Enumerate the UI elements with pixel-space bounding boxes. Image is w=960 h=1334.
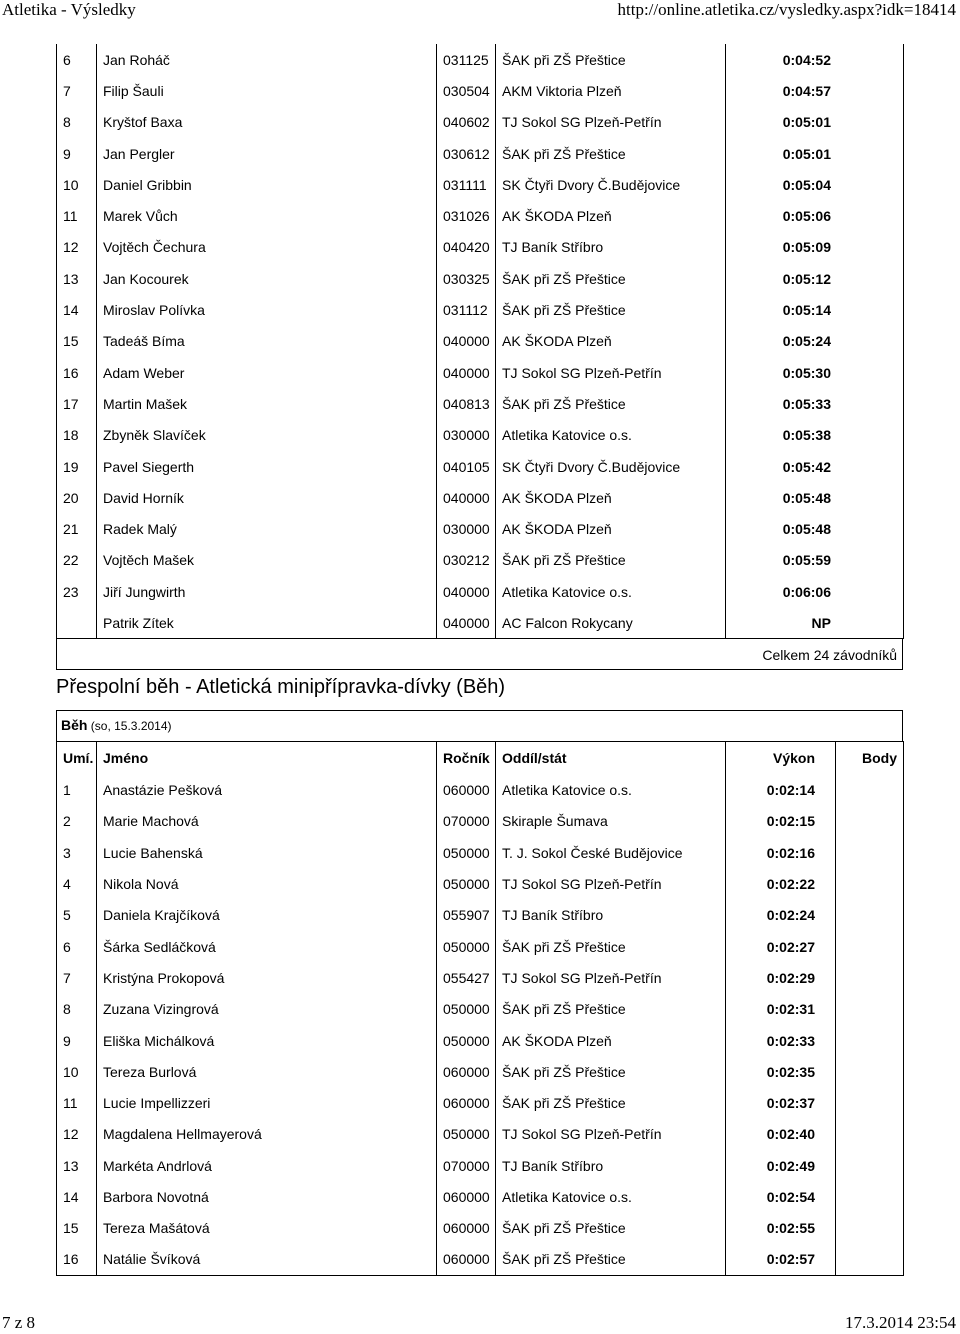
cell-time: 0:02:27: [726, 931, 836, 962]
cell-club: ŠAK při ZŠ Přeštice: [496, 931, 726, 962]
cell-year: 050000: [437, 1025, 496, 1056]
cell-time: 0:05:06: [726, 200, 904, 231]
table-row: [57, 263, 904, 294]
cell-name: Marek Vůch: [97, 200, 437, 231]
cell-name: Tereza Mašátová: [97, 1213, 437, 1244]
cell-club: ŠAK při ZŠ Přeštice: [496, 388, 726, 419]
cell-points: [836, 868, 904, 899]
cell-points: [836, 1181, 904, 1212]
cell-points: [836, 1056, 904, 1087]
table-row: [57, 1087, 904, 1118]
cell-name: Zbyněk Slavíček: [97, 420, 437, 451]
table-row: [57, 900, 904, 931]
cell-rank: 15: [57, 1213, 97, 1244]
cell-time: 0:02:54: [726, 1181, 836, 1212]
cell-time: 0:05:30: [726, 357, 904, 388]
cell-club: T. J. Sokol České Budějovice: [496, 837, 726, 868]
cell-rank: 8: [57, 994, 97, 1025]
cell-club: ŠAK při ZŠ Přeštice: [496, 994, 726, 1025]
cell-name: Adam Weber: [97, 357, 437, 388]
total-row: [56, 638, 903, 670]
page-number: 7 z 8: [2, 1313, 36, 1332]
cell-time: 0:02:33: [726, 1025, 836, 1056]
cell-club: ŠAK při ZŠ Přeštice: [496, 1244, 726, 1275]
cell-time: 0:02:15: [726, 806, 836, 837]
col-perf-header: Výkon: [726, 742, 836, 775]
cell-year: 031112: [437, 294, 496, 325]
cell-rank: 15: [57, 326, 97, 357]
cell-name: Daniela Krajčíková: [97, 900, 437, 931]
table-row: [57, 1150, 904, 1181]
cell-club: ŠAK při ZŠ Přeštice: [496, 138, 726, 169]
cell-year: 060000: [437, 1244, 496, 1275]
cell-rank: 9: [57, 138, 97, 169]
cell-name: Miroslav Polívka: [97, 294, 437, 325]
cell-points: [836, 806, 904, 837]
cell-year: 055907: [437, 900, 496, 931]
cell-year: 050000: [437, 1119, 496, 1150]
cell-year: 060000: [437, 1213, 496, 1244]
cell-name: Patrik Zítek: [97, 607, 437, 638]
cell-time: 0:02:55: [726, 1213, 836, 1244]
event-date: (so, 15.3.2014): [87, 719, 172, 733]
cell-name: Anastázie Pešková: [97, 775, 437, 806]
cell-rank: 6: [57, 931, 97, 962]
cell-time: 0:02:29: [726, 962, 836, 993]
cell-year: 050000: [437, 994, 496, 1025]
table-row: [57, 75, 904, 106]
cell-rank: 21: [57, 513, 97, 544]
cell-year: 050000: [437, 931, 496, 962]
cell-rank: 2: [57, 806, 97, 837]
cell-name: Jan Pergler: [97, 138, 437, 169]
cell-name: Martin Mašek: [97, 388, 437, 419]
cell-club: Atletika Katovice o.s.: [496, 420, 726, 451]
cell-year: 040000: [437, 576, 496, 607]
cell-year: 060000: [437, 1181, 496, 1212]
cell-name: Lucie Bahenská: [97, 837, 437, 868]
cell-time: 0:05:48: [726, 482, 904, 513]
cell-time: 0:05:12: [726, 263, 904, 294]
cell-name: Tadeáš Bíma: [97, 326, 437, 357]
cell-club: TJ Sokol SG Plzeň-Petřín: [496, 962, 726, 993]
cell-year: 030000: [437, 513, 496, 544]
cell-time: 0:04:57: [726, 75, 904, 106]
col-rank-header: Umí.: [57, 742, 97, 775]
table-row: [57, 837, 904, 868]
cell-rank: 10: [57, 1056, 97, 1087]
cell-time: 0:05:01: [726, 138, 904, 169]
cell-points: [836, 1119, 904, 1150]
results-table-girls: [56, 741, 904, 1276]
cell-name: Zuzana Vizingrová: [97, 994, 437, 1025]
table-row: [57, 806, 904, 837]
page-title: Atletika - Výsledky: [2, 0, 136, 19]
cell-year: 030504: [437, 75, 496, 106]
cell-year: 070000: [437, 806, 496, 837]
cell-year: 060000: [437, 1087, 496, 1118]
cell-points: [836, 775, 904, 806]
cell-name: Vojtěch Čechura: [97, 232, 437, 263]
cell-club: AK ŠKODA Plzeň: [496, 513, 726, 544]
print-header: [0, 0, 960, 22]
print-footer: [0, 1313, 960, 1334]
cell-time: 0:02:24: [726, 900, 836, 931]
cell-name: Markéta Andrlová: [97, 1150, 437, 1181]
event-name: Běh: [61, 717, 88, 733]
cell-name: Nikola Nová: [97, 868, 437, 899]
cell-rank: 10: [57, 169, 97, 200]
cell-rank: 1: [57, 775, 97, 806]
cell-name: Filip Šauli: [97, 75, 437, 106]
cell-name: Marie Machová: [97, 806, 437, 837]
cell-name: Šárka Sedláčková: [97, 931, 437, 962]
cell-year: 031111: [437, 169, 496, 200]
cell-time: 0:02:49: [726, 1150, 836, 1181]
cell-time: 0:02:31: [726, 994, 836, 1025]
table-row: [57, 232, 904, 263]
cell-club: SK Čtyři Dvory Č.Budějovice: [496, 169, 726, 200]
cell-name: Radek Malý: [97, 513, 437, 544]
cell-time: 0:02:57: [726, 1244, 836, 1275]
cell-time: 0:05:04: [726, 169, 904, 200]
cell-rank: 20: [57, 482, 97, 513]
cell-club: TJ Sokol SG Plzeň-Petřín: [496, 1119, 726, 1150]
cell-year: 031026: [437, 200, 496, 231]
cell-rank: 13: [57, 1150, 97, 1181]
cell-rank: 11: [57, 1087, 97, 1118]
cell-name: Vojtěch Mašek: [97, 545, 437, 576]
section-title: Přespolní běh - Atletická minipřípravka-dívky (Běh): [56, 676, 506, 698]
cell-points: [836, 837, 904, 868]
cell-time: 0:05:59: [726, 545, 904, 576]
cell-club: ŠAK při ZŠ Přeštice: [496, 294, 726, 325]
cell-time: 0:02:40: [726, 1119, 836, 1150]
table-row: [57, 326, 904, 357]
cell-club: TJ Sokol SG Plzeň-Petřín: [496, 107, 726, 138]
cell-club: ŠAK při ZŠ Přeštice: [496, 44, 726, 75]
cell-time: 0:05:09: [726, 232, 904, 263]
cell-club: AC Falcon Rokycany: [496, 607, 726, 638]
cell-rank: 6: [57, 44, 97, 75]
cell-rank: 19: [57, 451, 97, 482]
cell-name: Jan Roháč: [97, 44, 437, 75]
col-year-header: Ročník: [437, 742, 496, 775]
cell-year: 040602: [437, 107, 496, 138]
cell-club: AK ŠKODA Plzeň: [496, 326, 726, 357]
cell-time: 0:05:42: [726, 451, 904, 482]
cell-club: AK ŠKODA Plzeň: [496, 200, 726, 231]
total-count: Celkem 24 závodníků: [762, 647, 897, 663]
cell-year: 040105: [437, 451, 496, 482]
table-row: [57, 1181, 904, 1212]
table-row: [57, 607, 904, 638]
cell-points: [836, 994, 904, 1025]
table-row: [57, 138, 904, 169]
cell-points: [836, 1087, 904, 1118]
cell-time: 0:05:33: [726, 388, 904, 419]
table-row: [57, 200, 904, 231]
cell-points: [836, 900, 904, 931]
cell-name: Natálie Švíková: [97, 1244, 437, 1275]
cell-points: [836, 1025, 904, 1056]
cell-year: 055427: [437, 962, 496, 993]
cell-name: Daniel Gribbin: [97, 169, 437, 200]
cell-rank: 11: [57, 200, 97, 231]
cell-rank: 23: [57, 576, 97, 607]
table-row: [57, 775, 904, 806]
cell-year: 040420: [437, 232, 496, 263]
cell-points: [836, 931, 904, 962]
cell-rank: 7: [57, 962, 97, 993]
cell-year: 060000: [437, 1056, 496, 1087]
table-row: [57, 545, 904, 576]
cell-time: 0:02:35: [726, 1056, 836, 1087]
cell-club: TJ Baník Stříbro: [496, 232, 726, 263]
cell-rank: 7: [57, 75, 97, 106]
cell-rank: 13: [57, 263, 97, 294]
cell-year: 070000: [437, 1150, 496, 1181]
cell-points: [836, 962, 904, 993]
cell-rank: 9: [57, 1025, 97, 1056]
cell-club: ŠAK při ZŠ Přeštice: [496, 545, 726, 576]
cell-points: [836, 1150, 904, 1181]
table-row: [57, 931, 904, 962]
table-row: [57, 388, 904, 419]
col-club-header: Oddíl/stát: [496, 742, 726, 775]
cell-time: 0:05:01: [726, 107, 904, 138]
cell-rank: 22: [57, 545, 97, 576]
cell-year: 030212: [437, 545, 496, 576]
cell-time: 0:02:14: [726, 775, 836, 806]
cell-year: 050000: [437, 837, 496, 868]
cell-name: Lucie Impellizzeri: [97, 1087, 437, 1118]
table-row: [57, 451, 904, 482]
cell-club: ŠAK při ZŠ Přeštice: [496, 1056, 726, 1087]
cell-year: 040000: [437, 326, 496, 357]
table-row: [57, 962, 904, 993]
cell-year: 040000: [437, 482, 496, 513]
col-name-header: Jméno: [97, 742, 437, 775]
table-row: [57, 482, 904, 513]
cell-club: AK ŠKODA Plzeň: [496, 482, 726, 513]
cell-year: 050000: [437, 868, 496, 899]
cell-rank: 5: [57, 900, 97, 931]
cell-time: NP: [726, 607, 904, 638]
cell-year: 040000: [437, 357, 496, 388]
cell-time: 0:02:22: [726, 868, 836, 899]
table-row: [57, 1025, 904, 1056]
cell-points: [836, 1244, 904, 1275]
print-datetime: 17.3.2014 23:54: [845, 1313, 956, 1332]
cell-name: Jan Kocourek: [97, 263, 437, 294]
cell-rank: 16: [57, 1244, 97, 1275]
cell-club: ŠAK při ZŠ Přeštice: [496, 263, 726, 294]
cell-name: Tereza Burlová: [97, 1056, 437, 1087]
cell-name: Jiří Jungwirth: [97, 576, 437, 607]
cell-name: Magdalena Hellmayerová: [97, 1119, 437, 1150]
cell-year: 030325: [437, 263, 496, 294]
cell-club: AKM Viktoria Plzeň: [496, 75, 726, 106]
cell-year: 040813: [437, 388, 496, 419]
col-points-header: Body: [836, 742, 904, 775]
cell-year: 030000: [437, 420, 496, 451]
cell-rank: 12: [57, 232, 97, 263]
cell-club: ŠAK při ZŠ Přeštice: [496, 1087, 726, 1118]
cell-club: Atletika Katovice o.s.: [496, 1181, 726, 1212]
table-row: [57, 1056, 904, 1087]
table-row: [57, 513, 904, 544]
cell-time: 0:04:52: [726, 44, 904, 75]
table-row: [57, 169, 904, 200]
cell-club: ŠAK při ZŠ Přeštice: [496, 1213, 726, 1244]
cell-club: TJ Sokol SG Plzeň-Petřín: [496, 868, 726, 899]
page-url: http://online.atletika.cz/vysledky.aspx?idk=18414: [617, 0, 956, 19]
table-row: [57, 294, 904, 325]
cell-rank: 14: [57, 1181, 97, 1212]
cell-name: Eliška Michálková: [97, 1025, 437, 1056]
cell-rank: 4: [57, 868, 97, 899]
table-row: [57, 107, 904, 138]
results-table-boys: [56, 44, 904, 639]
cell-name: Kristýna Prokopová: [97, 962, 437, 993]
cell-rank: 3: [57, 837, 97, 868]
cell-name: Pavel Siegerth: [97, 451, 437, 482]
cell-rank: 14: [57, 294, 97, 325]
cell-time: 0:05:38: [726, 420, 904, 451]
cell-rank: 12: [57, 1119, 97, 1150]
cell-name: Kryštof Baxa: [97, 107, 437, 138]
cell-time: 0:05:24: [726, 326, 904, 357]
cell-year: 060000: [437, 775, 496, 806]
table-row: [57, 1213, 904, 1244]
table-row: [57, 44, 904, 75]
cell-rank: [57, 607, 97, 638]
table-header-row: [57, 742, 904, 775]
cell-club: TJ Baník Stříbro: [496, 1150, 726, 1181]
cell-year: 030612: [437, 138, 496, 169]
event-header: [56, 710, 903, 742]
cell-rank: 18: [57, 420, 97, 451]
cell-rank: 16: [57, 357, 97, 388]
cell-club: TJ Sokol SG Plzeň-Petřín: [496, 357, 726, 388]
cell-year: 040000: [437, 607, 496, 638]
cell-time: 0:02:37: [726, 1087, 836, 1118]
cell-year: 031125: [437, 44, 496, 75]
cell-time: 0:02:16: [726, 837, 836, 868]
cell-time: 0:05:14: [726, 294, 904, 325]
cell-club: Skiraple Šumava: [496, 806, 726, 837]
cell-club: Atletika Katovice o.s.: [496, 576, 726, 607]
table-row: [57, 576, 904, 607]
cell-club: SK Čtyři Dvory Č.Budějovice: [496, 451, 726, 482]
table-row: [57, 868, 904, 899]
cell-name: Barbora Novotná: [97, 1181, 437, 1212]
cell-rank: 17: [57, 388, 97, 419]
table-row: [57, 1119, 904, 1150]
table-row: [57, 420, 904, 451]
table-row: [57, 1244, 904, 1275]
cell-club: AK ŠKODA Plzeň: [496, 1025, 726, 1056]
table-row: [57, 994, 904, 1025]
cell-club: Atletika Katovice o.s.: [496, 775, 726, 806]
cell-time: 0:05:48: [726, 513, 904, 544]
cell-club: TJ Baník Stříbro: [496, 900, 726, 931]
cell-name: David Horník: [97, 482, 437, 513]
cell-time: 0:06:06: [726, 576, 904, 607]
cell-rank: 8: [57, 107, 97, 138]
cell-points: [836, 1213, 904, 1244]
table-row: [57, 357, 904, 388]
